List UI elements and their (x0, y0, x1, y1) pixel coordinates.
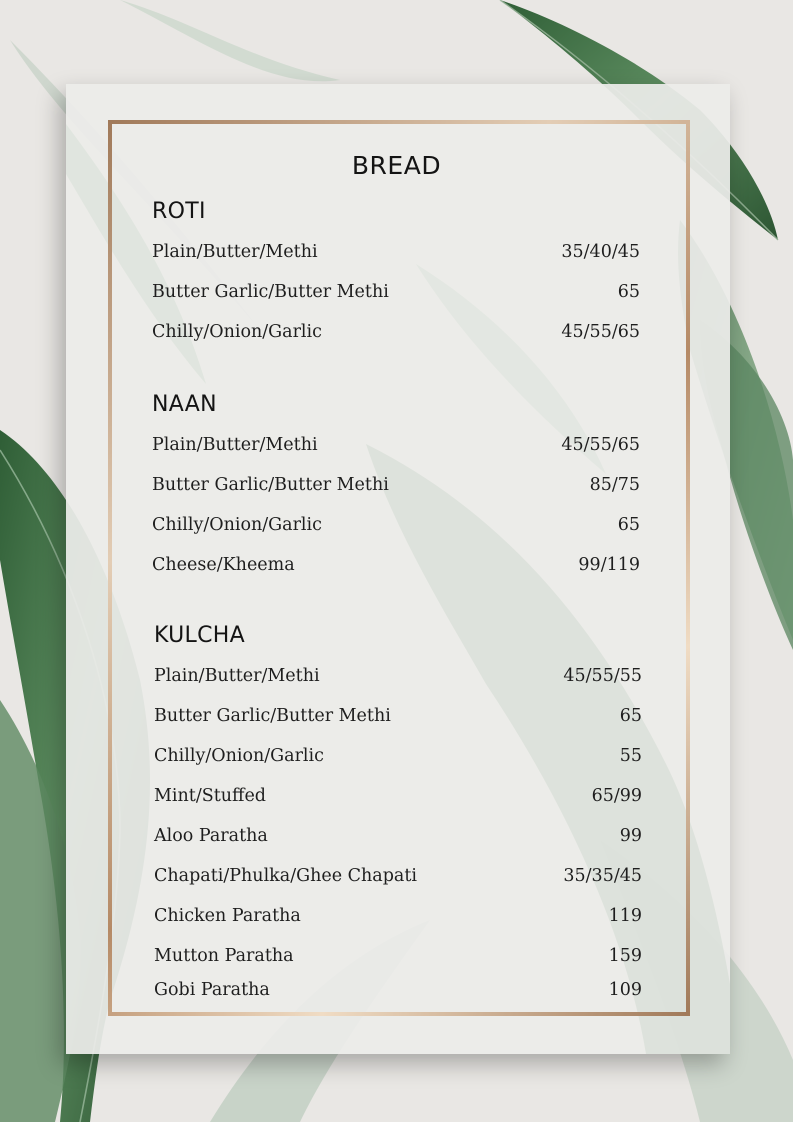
faded-leaf-top (120, 0, 340, 81)
item-name: Plain/Butter/Methi (154, 666, 320, 686)
item-price: 119 (608, 906, 642, 926)
list-item (152, 435, 640, 459)
item-price: 99/119 (578, 555, 640, 575)
item-name: Mint/Stuffed (154, 786, 266, 806)
list-item (154, 706, 642, 730)
item-price: 65 (617, 282, 640, 302)
page-title: BREAD (351, 151, 442, 180)
list-item (154, 826, 642, 850)
list-item (154, 746, 642, 770)
item-price: 55 (619, 746, 642, 766)
item-name: Chilly/Onion/Garlic (154, 746, 324, 766)
list-item (152, 555, 640, 579)
item-price: 45/55/55 (563, 666, 642, 686)
section-heading-roti: ROTI (152, 199, 206, 224)
list-item (152, 242, 640, 266)
item-price: 35/35/45 (563, 866, 642, 886)
list-item (152, 475, 640, 499)
item-price: 109 (608, 980, 642, 1000)
section-heading-naan: NAAN (152, 392, 217, 417)
item-price: 159 (608, 946, 642, 966)
item-price: 35/40/45 (561, 242, 640, 262)
item-price: 65 (619, 706, 642, 726)
list-item (154, 906, 642, 930)
item-price: 45/55/65 (561, 435, 640, 455)
item-name: Aloo Paratha (154, 826, 268, 846)
item-price: 45/55/65 (561, 322, 640, 342)
list-item (154, 866, 642, 890)
item-name: Plain/Butter/Methi (152, 242, 318, 262)
item-price: 65 (617, 515, 640, 535)
item-name: Chicken Paratha (154, 906, 301, 926)
item-price: 85/75 (589, 475, 640, 495)
item-name: Mutton Paratha (154, 946, 294, 966)
item-name: Cheese/Kheema (152, 555, 295, 575)
item-name: Gobi Paratha (154, 980, 270, 1000)
item-name: Chapati/Phulka/Ghee Chapati (154, 866, 417, 886)
item-name: Butter Garlic/Butter Methi (152, 282, 389, 302)
list-item (154, 786, 642, 810)
list-item (152, 515, 640, 539)
list-item (154, 666, 642, 690)
list-item (152, 322, 640, 346)
item-name: Chilly/Onion/Garlic (152, 515, 322, 535)
list-item (154, 980, 642, 1004)
list-item (154, 946, 642, 970)
item-name: Butter Garlic/Butter Methi (152, 475, 389, 495)
section-heading-kulcha: KULCHA (154, 623, 245, 648)
item-price: 99 (619, 826, 642, 846)
item-name: Butter Garlic/Butter Methi (154, 706, 391, 726)
item-price: 65/99 (591, 786, 642, 806)
item-name: Chilly/Onion/Garlic (152, 322, 322, 342)
item-name: Plain/Butter/Methi (152, 435, 318, 455)
list-item (152, 282, 640, 306)
